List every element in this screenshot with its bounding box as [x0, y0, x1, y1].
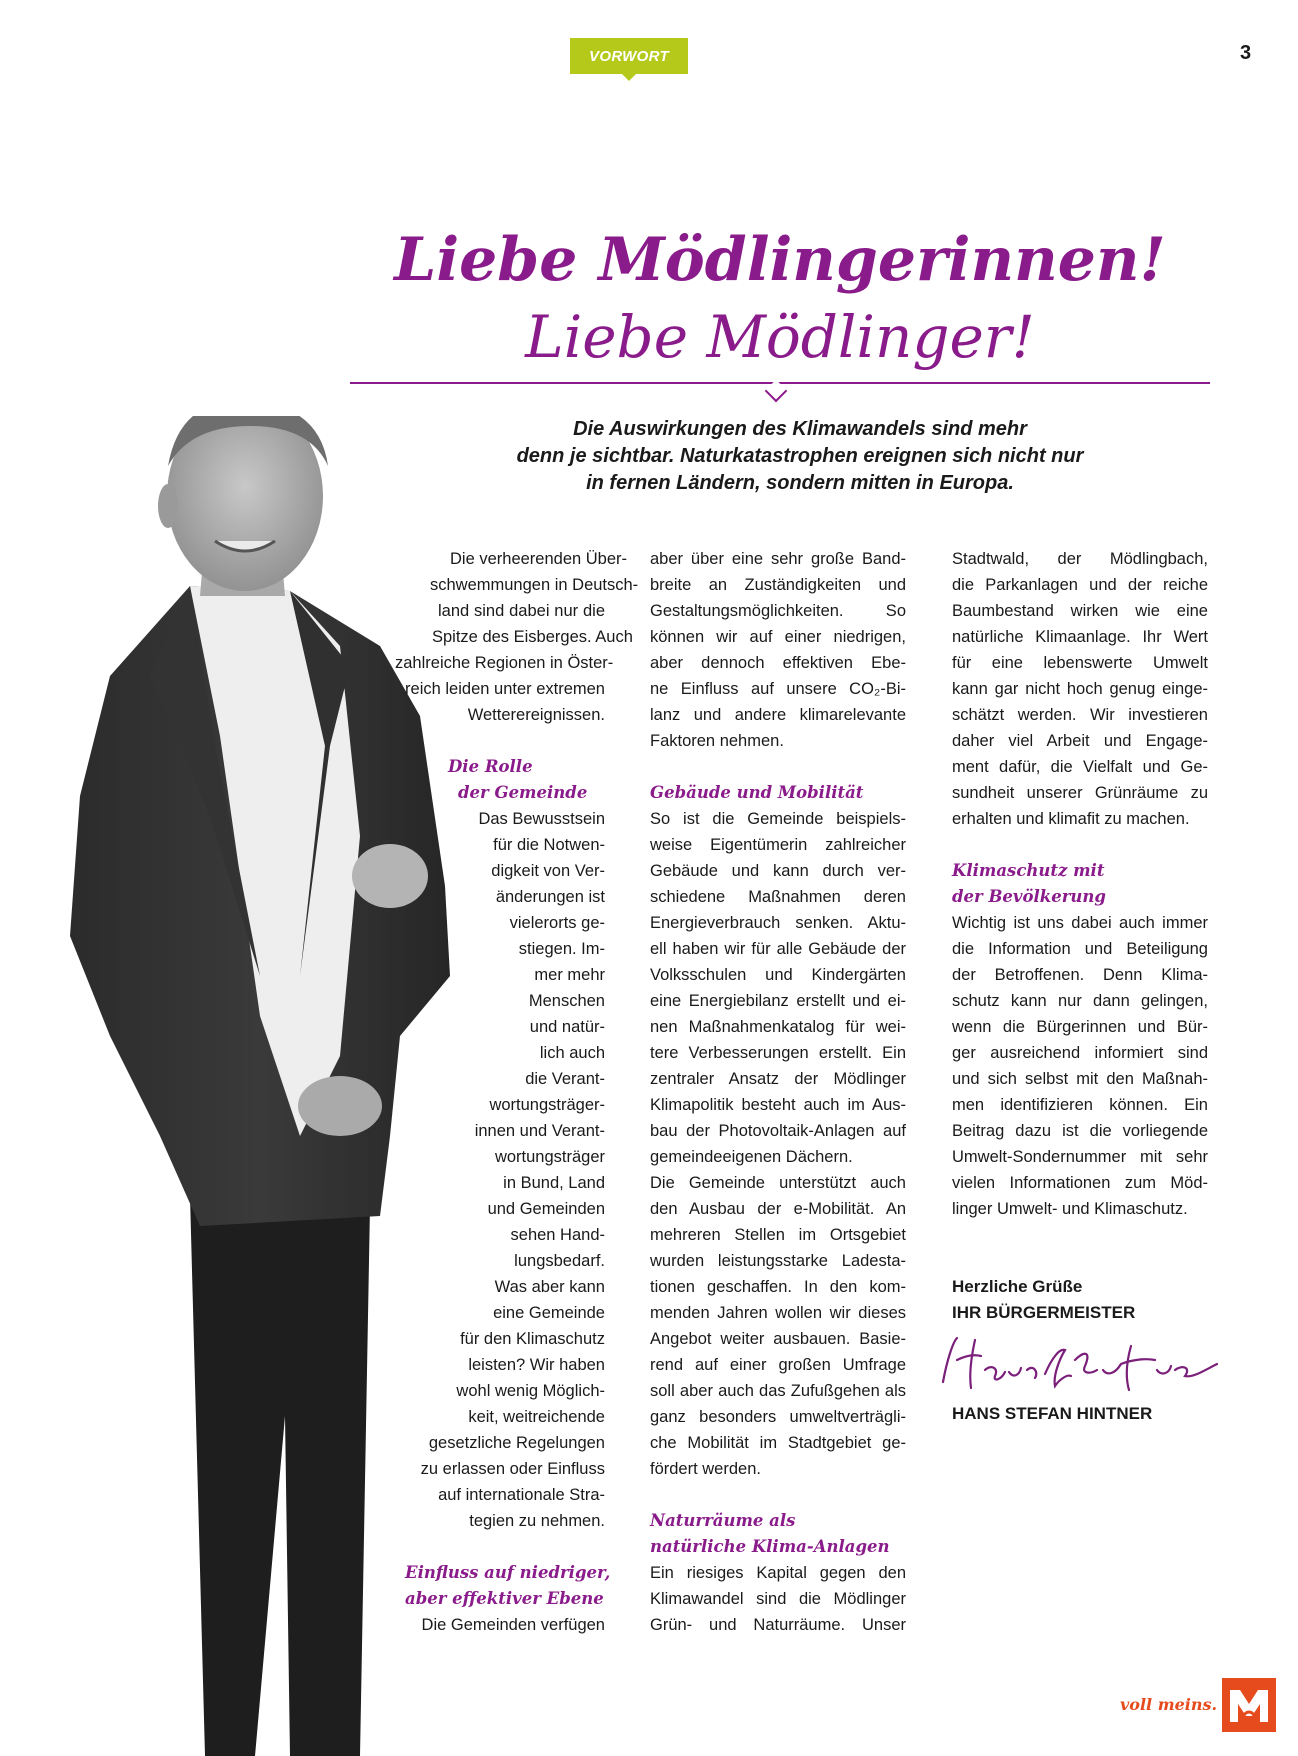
- text-line: mer mehr: [534, 966, 605, 984]
- text-line: wohl wenig Möglich-: [456, 1382, 605, 1400]
- text-line: für die Notwen-: [493, 836, 605, 854]
- closing-title: IHR BÜRGERMEISTER: [952, 1303, 1136, 1322]
- text-line: breite an Zuständigkeiten und: [650, 576, 906, 594]
- text-line: tionen geschaffen. In den kom-: [650, 1278, 906, 1296]
- text-line: tegien zu nehmen.: [469, 1512, 605, 1530]
- text-line: Gebäude und kann durch ver-: [650, 862, 906, 880]
- text-line: Gestaltungsmöglichkeiten. So: [650, 602, 906, 620]
- text-line: mehreren Stellen im Ortsgebiet: [650, 1226, 906, 1244]
- text-line: Angebot weiter ausbauen. Basie-: [650, 1330, 906, 1348]
- text-line: fördert werden.: [650, 1460, 761, 1478]
- text-line: vielen Informationen zum Möd-: [952, 1174, 1208, 1192]
- text-line: können wir auf einer niedrigen,: [650, 628, 906, 646]
- text-line: Die Gemeinden verfügen: [421, 1616, 605, 1634]
- text-line: menden Jahren wollen wir dieses: [650, 1304, 906, 1322]
- text-line: zu erlassen oder Einfluss: [420, 1460, 605, 1478]
- lead-line: denn je sichtbar. Naturkatastrophen ereignen sich nicht nur: [516, 445, 1084, 467]
- text-line: men identifizieren können. Ein: [952, 1096, 1208, 1114]
- text-line: für den Klimaschutz: [460, 1330, 605, 1348]
- text-line: bau der Photovoltaik-Anlagen auf: [650, 1122, 906, 1140]
- text-line: lanz und andere klimarelevante: [650, 706, 906, 724]
- text-line: digkeit von Ver-: [491, 862, 605, 880]
- subheading: aber effektiver Ebene: [405, 1589, 604, 1608]
- text-line: lungsbedarf.: [514, 1252, 605, 1270]
- text-line: Die Gemeinde unterstützt auch: [650, 1174, 906, 1192]
- lead-line: in fernen Ländern, sondern mitten in Europa.: [586, 472, 1014, 494]
- text-line: linger Umwelt- und Klimaschutz.: [952, 1200, 1188, 1218]
- page-number: 3: [1240, 42, 1252, 64]
- text-line: che Mobilität im Stadtgebiet ge-: [650, 1434, 906, 1452]
- text-line: eine Gemeinde: [493, 1304, 605, 1322]
- headline-secondary: Liebe Mödlinger!: [525, 303, 1035, 371]
- text-line: natürliche Klimaanlage. Ihr Wert: [952, 628, 1208, 646]
- text-line: Was aber kann: [494, 1278, 605, 1296]
- text-line: in Bund, Land: [503, 1174, 605, 1192]
- text-line: und Gemeinden: [487, 1200, 605, 1218]
- text-line: reich leiden unter extremen: [405, 680, 605, 698]
- text-line: den Ausbau der e-Mobilität. An: [650, 1200, 906, 1218]
- text-line: soll aber auch das Zufußgehen als: [650, 1382, 906, 1400]
- column-1: [395, 546, 639, 1638]
- text-line: und sich selbst mit den Maßnah-: [952, 1070, 1208, 1088]
- text-line: nen Maßnahmenkatalog für wei-: [650, 1018, 906, 1036]
- text-line: sundheit unserer Grünräume zu: [952, 784, 1208, 802]
- text-line: aber dennoch effektiven Ebe-: [650, 654, 906, 672]
- text-line: die Parkanlagen und der reiche: [952, 576, 1208, 594]
- headline-primary: Liebe Mödlingerinnen!: [394, 225, 1166, 295]
- text-line: ger ausreichend informiert sind: [952, 1044, 1208, 1062]
- text-line: Volksschulen und Kindergärten: [650, 966, 906, 984]
- text-line: Wichtig ist uns dabei auch immer: [952, 914, 1208, 932]
- text-line: leisten? Wir haben: [468, 1356, 605, 1374]
- handwritten-signature: [935, 1330, 1225, 1400]
- text-line: rend auf einer großen Umfrage: [650, 1356, 906, 1374]
- section-label: VORWORT: [589, 47, 669, 65]
- text-line: tere Verbesserungen erstellt. Ein: [650, 1044, 906, 1062]
- text-line: stiegen. Im-: [518, 940, 605, 958]
- signatory-name: HANS STEFAN HINTNER: [952, 1404, 1153, 1423]
- text-line: zahlreiche Regionen in Öster-: [395, 654, 614, 672]
- subheading: Gebäude und Mobilität: [650, 783, 864, 802]
- text-line: die Information und Beteiligung: [952, 940, 1208, 958]
- text-line: Energieverbrauch senken. Aktu-: [650, 914, 906, 932]
- text-line: So ist die Gemeinde beispiels-: [650, 810, 906, 828]
- text-line: die Verant-: [525, 1070, 605, 1088]
- text-line: Wetterereignissen.: [467, 706, 605, 724]
- text-line: erhalten und klimafit zu machen.: [952, 810, 1190, 828]
- text-line: schwemmungen in Deutsch-: [430, 576, 639, 594]
- text-line: land sind dabei nur die: [438, 602, 605, 620]
- text-line: wenn die Bürgerinnen und Bür-: [952, 1018, 1208, 1036]
- subheading: Klimaschutz mit: [952, 861, 1105, 880]
- text-line: sehen Hand-: [510, 1226, 605, 1244]
- text-line: schutz kann nur dann gelingen,: [952, 992, 1208, 1010]
- text-line: Klimapolitik besteht auch im Aus-: [650, 1096, 906, 1114]
- text-line: ne Einfluss auf unsere CO₂-Bi-: [650, 680, 906, 698]
- text-line: innen und Verant-: [474, 1122, 605, 1140]
- text-line: für eine lebenswerte Umwelt: [952, 654, 1208, 672]
- text-line: Baumbestand wirken wie eine: [952, 602, 1208, 620]
- text-line: gesetzliche Regelungen: [428, 1434, 605, 1452]
- text-line: wurden leistungsstarke Ladesta-: [650, 1252, 906, 1270]
- section-tab: [570, 38, 688, 74]
- text-line: änderungen ist: [495, 888, 605, 906]
- lead-line: Die Auswirkungen des Klimawandels sind mehr: [573, 418, 1027, 440]
- subheading: Die Rolle: [448, 757, 533, 776]
- text-line: Menschen: [528, 992, 605, 1010]
- subheading: natürliche Klima-Anlagen: [650, 1537, 890, 1556]
- column-2: [650, 546, 906, 1638]
- text-line: daher viel Arbeit und Engage-: [952, 732, 1208, 750]
- text-line: Das Bewusstsein: [478, 810, 605, 828]
- text-line: Die verheerenden Über-: [450, 550, 628, 568]
- subheading: Einfluss auf niedriger,: [405, 1563, 611, 1582]
- lead-paragraph: [470, 416, 1130, 497]
- text-line: und natür-: [529, 1018, 605, 1036]
- text-line: lich auch: [539, 1044, 605, 1062]
- text-line: Faktoren nehmen.: [650, 732, 784, 750]
- text-line: eine Energiebilanz erstellt und ei-: [650, 992, 906, 1010]
- text-line: weise Eigentümerin zahlreicher: [650, 836, 906, 854]
- text-line: ganz besonders umweltverträgli-: [650, 1408, 906, 1426]
- brand-tagline: voll meins.: [1120, 1695, 1218, 1714]
- text-line: kann gar nicht hoch genug einge-: [952, 680, 1208, 698]
- text-line: aber über eine sehr große Band-: [650, 550, 906, 568]
- column-3: [952, 546, 1208, 1326]
- text-line: ment dafür, die Vielfalt und Ge-: [952, 758, 1208, 776]
- text-line: Stadtwald, der Mödlingbach,: [952, 550, 1208, 568]
- text-line: Spitze des Eisberges. Auch: [432, 628, 633, 646]
- subheading: der Bevölkerung: [952, 887, 1106, 906]
- text-line: Klimawandel sind die Mödlinger: [650, 1590, 906, 1608]
- text-line: der Betroffenen. Denn Klima-: [952, 966, 1208, 984]
- closing-greeting: Herzliche Grüße: [952, 1277, 1083, 1296]
- text-line: ell haben wir für alle Gebäude der: [650, 940, 906, 958]
- text-line: Beitrag dazu ist die vorliegende: [952, 1122, 1208, 1140]
- subheading: Naturräume als: [650, 1511, 796, 1530]
- text-line: schätzt werden. Wir investieren: [952, 706, 1208, 724]
- text-line: keit, weitreichende: [468, 1408, 605, 1426]
- text-line: schiedene Maßnahmen deren: [650, 888, 906, 906]
- text-line: wortungsträger-: [489, 1096, 605, 1114]
- text-line: auf internationale Stra-: [438, 1486, 605, 1504]
- subheading: der Gemeinde: [458, 783, 588, 802]
- text-line: wortungsträger: [494, 1148, 605, 1166]
- text-line: vielerorts ge-: [509, 914, 605, 932]
- text-line: Umwelt-Sondernummer mit sehr: [952, 1148, 1208, 1166]
- text-line: zentraler Ansatz der Mödlinger: [650, 1070, 906, 1088]
- text-line: Ein riesiges Kapital gegen den: [650, 1564, 906, 1582]
- text-line: Grün- und Naturräume. Unser: [650, 1616, 906, 1634]
- text-line: gemeindeeigenen Dächern.: [650, 1148, 853, 1166]
- moedling-logo-icon: [1222, 1678, 1276, 1732]
